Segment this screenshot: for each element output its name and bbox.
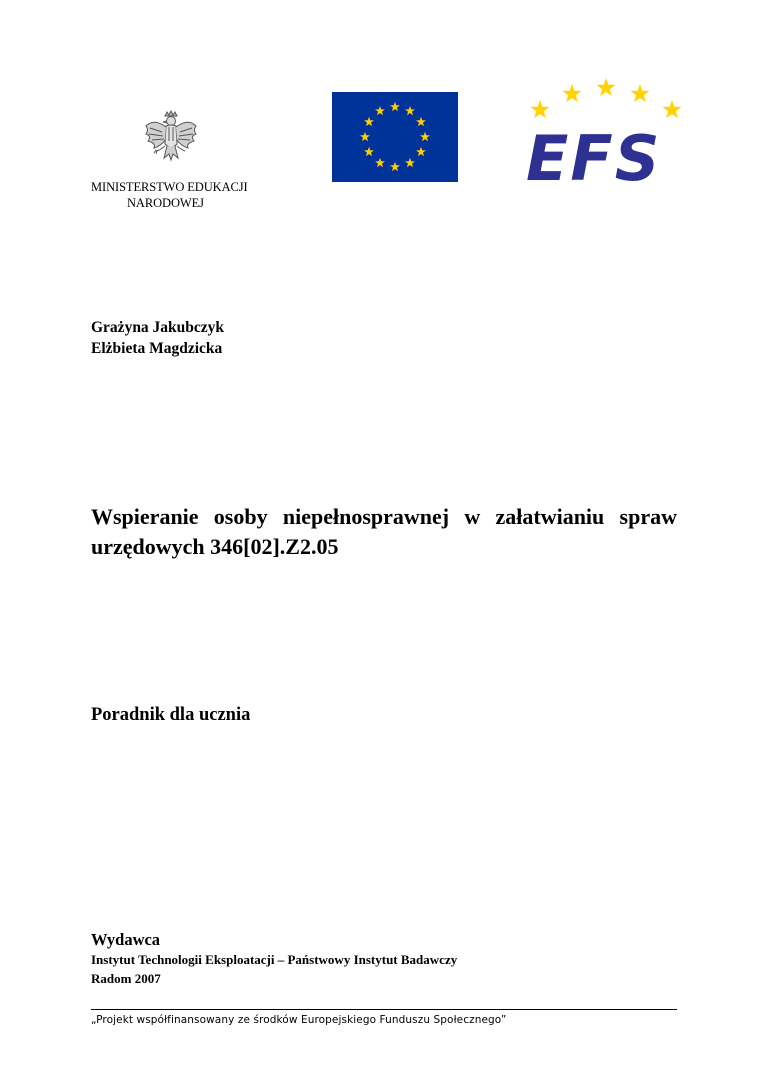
efs-star-icon [562, 84, 581, 102]
ministry-line-1: MINISTERSTWO EDUKACJI [91, 180, 248, 194]
document-subtitle: Poradnik dla ucznia [91, 705, 251, 725]
footer-divider [91, 1009, 677, 1010]
ministry-name [91, 179, 248, 211]
authors-block [91, 317, 224, 359]
ministry-line-2: NARODOWEJ [127, 196, 204, 210]
publisher-city-year: Radom 2007 [91, 971, 161, 986]
efs-star-icon [530, 100, 549, 118]
efs-logo-text: EFS [526, 122, 662, 188]
publisher-block [91, 930, 457, 988]
publisher-heading: Wydawca [91, 930, 161, 949]
author-name: Elżbieta Magdzicka [91, 340, 223, 357]
polish-eagle-emblem-icon [140, 110, 202, 170]
eu-flag-icon [332, 92, 458, 182]
efs-logo [522, 74, 690, 188]
footer-note: „Projekt współfinansowany ze środków Europejskiego Funduszu Społecznego” [91, 1014, 507, 1026]
efs-star-icon [596, 78, 615, 96]
publisher-institute: Instytut Technologii Eksploatacji – Państwowy Instytut Badawczy [91, 952, 458, 967]
author-name: Grażyna Jakubczyk [91, 319, 225, 336]
efs-star-icon [662, 100, 681, 118]
document-title: Wspieranie osoby niepełnosprawnej w załatwianiu spraw urzędowych 346[02].Z2.05 [91, 504, 677, 559]
efs-star-icon [630, 84, 649, 102]
